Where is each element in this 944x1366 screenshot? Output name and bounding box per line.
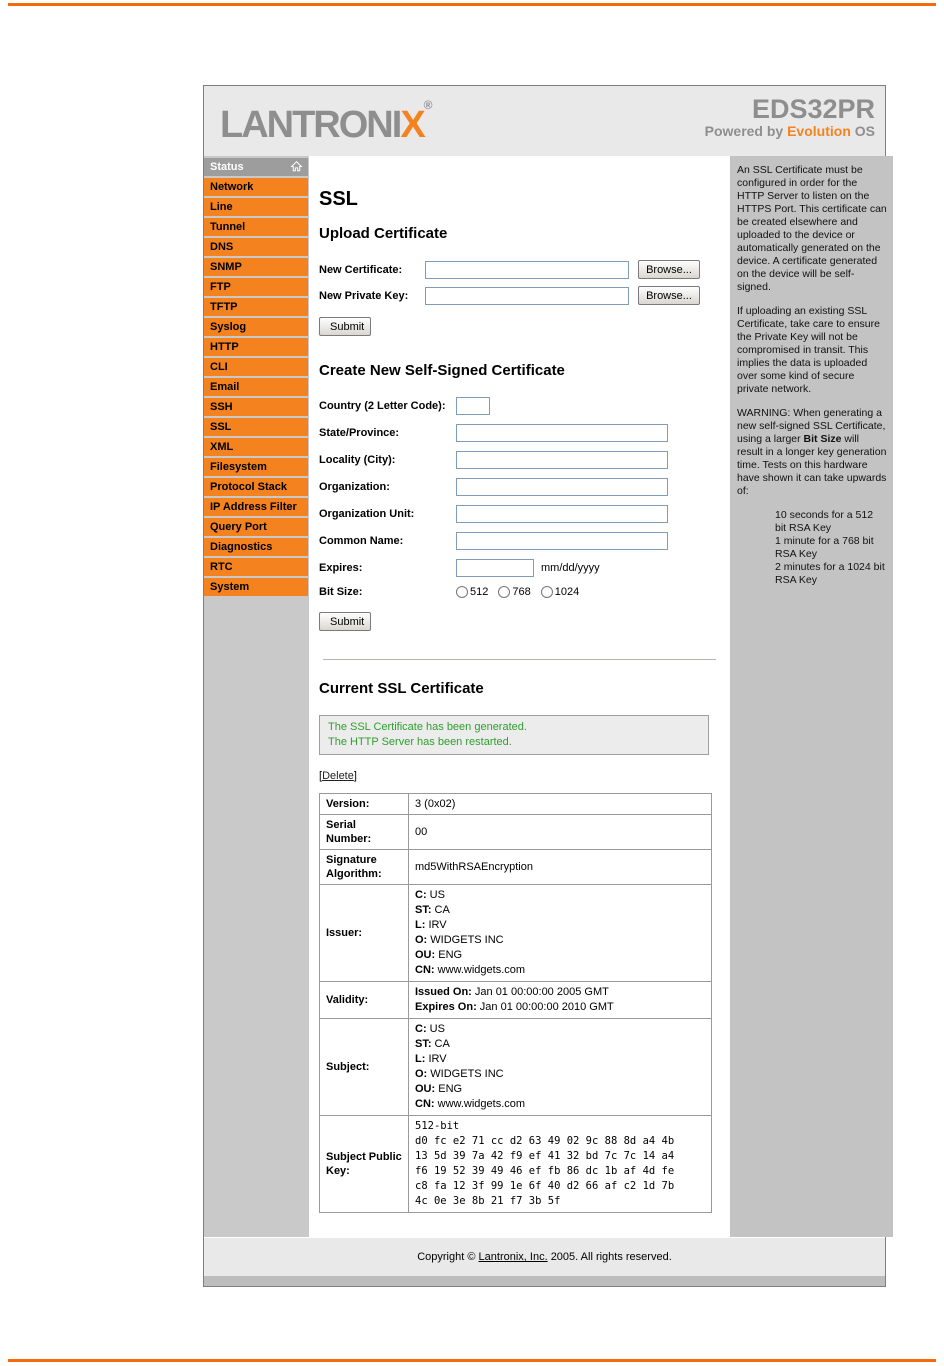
new-certificate-input[interactable] xyxy=(425,261,629,279)
delete-certificate xyxy=(319,770,716,782)
sidebar-item-label: SNMP xyxy=(210,261,242,273)
logo-x: X xyxy=(400,104,424,146)
bit-size-option-label: 768 xyxy=(512,586,531,598)
organization-unit-label: Organization Unit: xyxy=(319,508,415,520)
upload-certificate-heading: Upload Certificate xyxy=(319,225,448,242)
footer-bottom-strip xyxy=(204,1276,885,1286)
state-province-label: State/Province: xyxy=(319,427,400,439)
organization-row xyxy=(319,478,716,496)
timing-line: 2 minutes for a 1024 bit RSA Key xyxy=(775,561,885,586)
sidebar-item-filesystem[interactable] xyxy=(204,458,308,476)
table-row xyxy=(320,1116,712,1213)
create-submit-button[interactable]: Submit xyxy=(319,612,371,631)
bottom-accent-bar xyxy=(8,1359,936,1362)
expires-format-hint: mm/dd/yyyy xyxy=(541,562,600,574)
bit-size-option-label: 1024 xyxy=(554,586,580,598)
create-certificate-heading: Create New Self-Signed Certificate xyxy=(319,362,565,379)
app-header xyxy=(204,86,885,156)
sidebar-item-system[interactable] xyxy=(204,578,308,596)
sidebar-item-label: Status xyxy=(210,161,244,173)
sidebar-item-dns[interactable] xyxy=(204,238,308,256)
help-paragraph: If uploading an existing SSL Certificate, take care to ensure the Private Key will not be compromised in transit. This implies the data is uploaded over some kind of secure private network. xyxy=(737,305,880,395)
table-row xyxy=(320,982,712,1019)
product-brand xyxy=(705,95,875,139)
home-icon xyxy=(290,160,303,176)
sidebar-item-http[interactable] xyxy=(204,338,308,356)
status-message-box xyxy=(319,715,709,755)
copyright-pre: Copyright © xyxy=(417,1251,476,1263)
subject-public-key-label-cell: Subject Public Key: xyxy=(320,1116,409,1213)
sidebar-item-label: Email xyxy=(210,381,240,393)
expires-label: Expires: xyxy=(319,562,363,574)
new-private-key-label: New Private Key: xyxy=(319,289,409,302)
subject-public-key-value-cell: 512-bit d0 fc e2 71 cc d2 63 49 02 9c 88 8d a4 4b 13 5d 39 7a 42 f9 ef 41 32 bd 7c 7c 14 a4 f6 19 52 39 49 46 ef fb 86 dc 1b af 4d fe c8 fa 12 3f 99 1e 6f 40 d2 66 af c2 1d 7b 4c 0e 3e 8b 21 f7 3b 5f xyxy=(409,1116,712,1213)
sidebar-item-label: Line xyxy=(210,201,233,213)
sidebar-item-ssl[interactable] xyxy=(204,418,308,436)
sidebar-item-label: Diagnostics xyxy=(210,541,273,553)
bit-size-option-1024 xyxy=(541,586,579,598)
table-row xyxy=(320,794,712,815)
new-certificate-label: New Certificate: xyxy=(319,263,403,276)
certificate-table xyxy=(319,793,712,1213)
powered-prefix: Powered by xyxy=(704,123,788,139)
new-certificate-browse-button[interactable]: Browse... xyxy=(638,260,700,279)
sidebar-item-label: TFTP xyxy=(210,301,238,313)
sidebar-item-label: FTP xyxy=(210,281,231,293)
bit-size-radio-768[interactable] xyxy=(498,586,510,598)
common-name-label: Common Name: xyxy=(319,535,404,547)
version-value-cell: 3 (0x02) xyxy=(409,794,712,815)
product-name: EDS32PR xyxy=(751,94,875,124)
locality-city-row xyxy=(319,451,716,469)
new-private-key-browse-button[interactable]: Browse... xyxy=(638,286,700,305)
status-message: The SSL Certificate has been generated. xyxy=(328,721,527,733)
table-row xyxy=(320,1019,712,1116)
section-divider xyxy=(323,659,716,660)
app-footer xyxy=(204,1237,885,1276)
sidebar-item-label: XML xyxy=(210,441,234,453)
current-certificate-heading: Current SSL Certificate xyxy=(319,680,484,697)
create-certificate-fields xyxy=(319,397,716,550)
powered-brand: Evolution xyxy=(787,123,851,139)
bit-size-options xyxy=(456,586,589,598)
copyright-post: 2005. All rights reserved. xyxy=(550,1251,672,1263)
organization-unit-input[interactable] xyxy=(456,505,668,523)
upload-submit-button[interactable]: Submit xyxy=(319,317,371,336)
sidebar-item-snmp[interactable] xyxy=(204,258,308,276)
sidebar-item-rtc[interactable] xyxy=(204,558,308,576)
expires-row xyxy=(319,559,716,577)
common-name-input[interactable] xyxy=(456,532,668,550)
app-window xyxy=(203,85,886,1287)
sidebar-item-label: Query Port xyxy=(210,521,267,533)
sidebar-item-label: RTC xyxy=(210,561,233,573)
version-label-cell: Version: xyxy=(320,794,409,815)
expires-input[interactable] xyxy=(456,559,534,577)
timing-line: 10 seconds for a 512 bit RSA Key xyxy=(775,509,874,534)
new-certificate-row xyxy=(319,260,716,279)
sidebar-item-label: Syslog xyxy=(210,321,247,333)
registered-mark: ® xyxy=(423,98,433,112)
organization-unit-row xyxy=(319,505,716,523)
powered-suffix: OS xyxy=(850,123,875,139)
sidebar-item-protocol-stack[interactable] xyxy=(204,478,308,496)
subject-value-cell: C: US ST: CA L: IRV O: WIDGETS INC OU: ENG CN: www.widgets.com xyxy=(409,1019,712,1116)
sidebar-item-label: DNS xyxy=(210,241,234,253)
help-paragraph: WARNING: When generating a new self-signed SSL Certificate, using a larger Bit Size will result in a longer key generation time. Tests on this hardware have shown it can take upwards of: xyxy=(737,407,887,497)
sidebar-item-query-port[interactable] xyxy=(204,518,308,536)
bit-size-radio-1024[interactable] xyxy=(541,586,553,598)
logo-text: LANTRONI xyxy=(220,104,401,146)
sidebar-item-xml[interactable] xyxy=(204,438,308,456)
sidebar-item-label: CLI xyxy=(210,361,228,373)
timing-line: 1 minute for a 768 bit RSA Key xyxy=(775,535,874,560)
bit-size-option-512 xyxy=(456,586,488,598)
bit-size-label: Bit Size: xyxy=(319,586,363,598)
new-private-key-row xyxy=(319,286,716,305)
table-row xyxy=(320,850,712,885)
serial-number-label-cell: Serial Number: xyxy=(320,815,409,850)
sidebar-item-email[interactable] xyxy=(204,378,308,396)
bit-size-row xyxy=(319,586,716,598)
sidebar-item-ftp[interactable] xyxy=(204,278,308,296)
key-generation-timings xyxy=(737,509,887,587)
table-row xyxy=(320,815,712,850)
powered-by-line xyxy=(705,123,875,139)
issuer-label-cell: Issuer: xyxy=(320,885,409,982)
lantronix-logo xyxy=(220,98,433,147)
sidebar-item-label: Tunnel xyxy=(210,221,246,233)
common-name-row xyxy=(319,532,716,550)
sidebar-item-network[interactable] xyxy=(204,178,308,196)
bit-size-option-label: 512 xyxy=(470,586,489,598)
validity-label-cell: Validity: xyxy=(320,982,409,1019)
country-2-letter-code-label: Country (2 Letter Code): xyxy=(319,400,446,412)
country-2-letter-code-input[interactable] xyxy=(456,397,490,415)
state-province-input[interactable] xyxy=(456,424,668,442)
help-panel xyxy=(730,156,893,1237)
serial-number-value-cell: 00 xyxy=(409,815,712,850)
issuer-value-cell: C: US ST: CA L: IRV O: WIDGETS INC OU: ENG CN: www.widgets.com xyxy=(409,885,712,982)
bit-size-radio-512[interactable] xyxy=(456,586,468,598)
sidebar-item-line[interactable] xyxy=(204,198,308,216)
subject-label-cell: Subject: xyxy=(320,1019,409,1116)
locality-city-input[interactable] xyxy=(456,451,668,469)
table-row xyxy=(320,885,712,982)
sidebar-item-label: IP Address Filter xyxy=(210,501,297,513)
sidebar-item-label: SSH xyxy=(210,401,233,413)
sidebar-item-label: HTTP xyxy=(210,341,239,353)
signature-algorithm-value-cell: md5WithRSAEncryption xyxy=(409,850,712,885)
sidebar-item-label: SSL xyxy=(210,421,232,433)
locality-city-label: Locality (City): xyxy=(319,454,396,466)
new-private-key-input[interactable] xyxy=(425,287,629,305)
status-message: The HTTP Server has been restarted. xyxy=(328,736,512,748)
delete-bracket-close: ] xyxy=(353,770,357,782)
organization-label: Organization: xyxy=(319,481,390,493)
main-content xyxy=(309,156,730,1237)
sidebar-item-label: Filesystem xyxy=(210,461,267,473)
delete-bracket-open: [ xyxy=(319,770,323,782)
sidebar-item-syslog[interactable] xyxy=(204,318,308,336)
signature-algorithm-label-cell: Signature Algorithm: xyxy=(320,850,409,885)
state-province-row xyxy=(319,424,716,442)
delete-link[interactable]: Delete xyxy=(322,770,354,782)
sidebar-item-tftp[interactable] xyxy=(204,298,308,316)
sidebar-item-ssh[interactable] xyxy=(204,398,308,416)
top-accent-bar xyxy=(8,3,936,6)
sidebar-item-tunnel[interactable] xyxy=(204,218,308,236)
sidebar-item-label: Protocol Stack xyxy=(210,481,288,493)
sidebar-nav xyxy=(204,156,309,1237)
help-paragraph: An SSL Certificate must be configured in order for the HTTP Server to listen on the HTTPS Port. This certificate can be created elsewhere and uploaded to the device or automatically generated on the device. A certificate generated on the device will be self-signed. xyxy=(737,164,887,293)
sidebar-item-cli[interactable] xyxy=(204,358,308,376)
sidebar-item-ip-address-filter[interactable] xyxy=(204,498,308,516)
country-2-letter-code-row xyxy=(319,397,716,415)
sidebar-item-label: System xyxy=(210,581,250,593)
organization-input[interactable] xyxy=(456,478,668,496)
sidebar-item-diagnostics[interactable] xyxy=(204,538,308,556)
bit-size-option-768 xyxy=(498,586,530,598)
page-title: SSL xyxy=(319,188,358,210)
validity-value-cell: Issued On: Jan 01 00:00:00 2005 GMT Expires On: Jan 01 00:00:00 2010 GMT xyxy=(409,982,712,1019)
lantronix-link[interactable]: Lantronix, Inc. xyxy=(478,1251,548,1263)
sidebar-item-status[interactable] xyxy=(204,158,308,176)
sidebar-item-label: Network xyxy=(210,181,254,193)
